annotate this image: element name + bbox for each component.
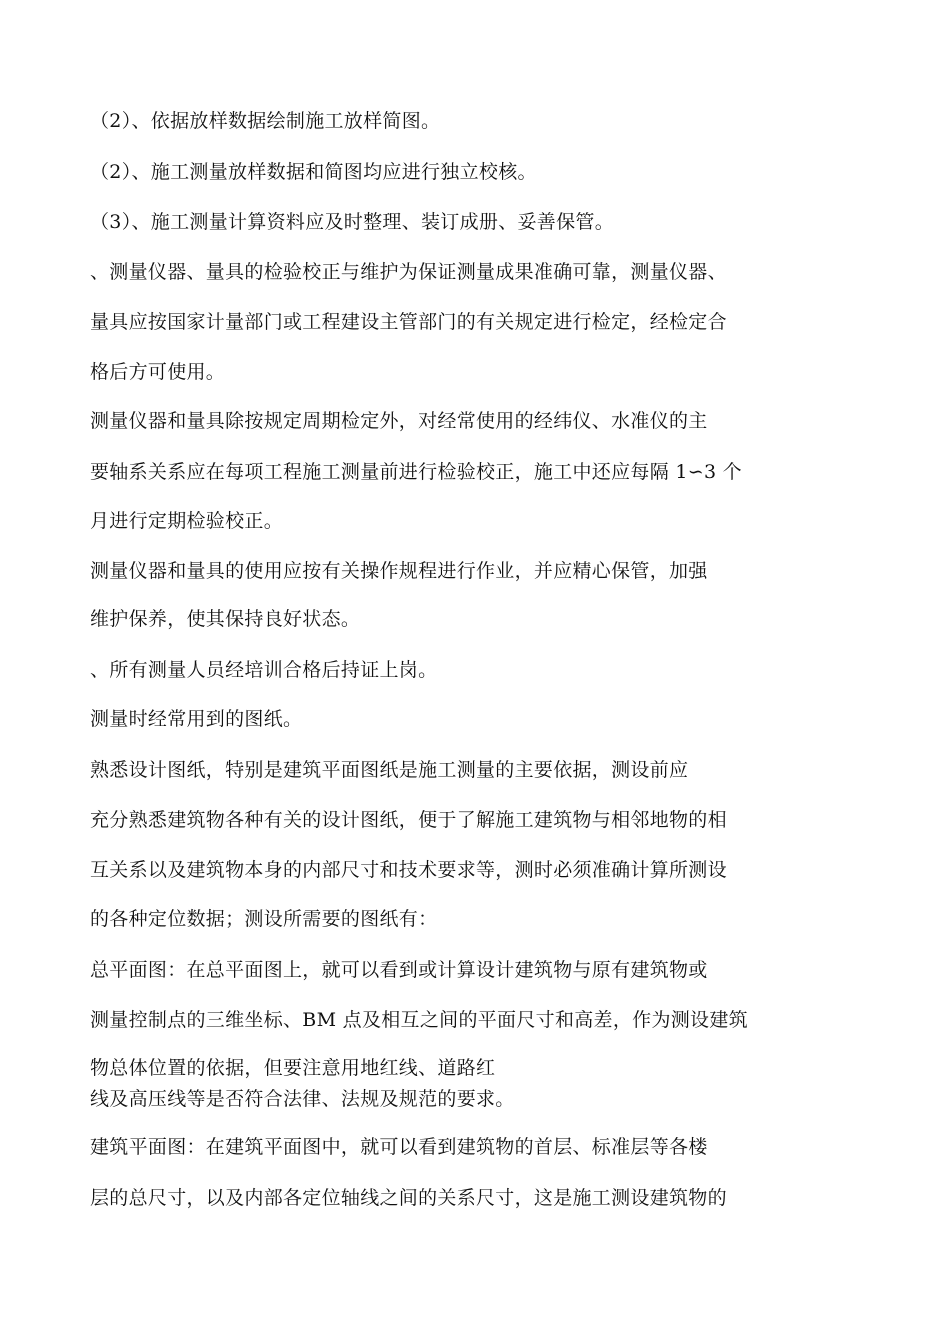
text-line-4: 、测量仪器、量具的检验校正与维护为保证测量成果准确可靠，测量仪器、: [90, 261, 727, 283]
text-line-23: 层的总尺寸，以及内部各定位轴线之间的关系尺寸，这是施工测设建筑物的: [90, 1187, 727, 1209]
text-line-3: （3）、施工测量计算资料应及时整理、装订成册、妥善保管。: [90, 211, 614, 233]
text-line-21: 线及高压线等是否符合法律、法规及规范的要求。: [90, 1088, 515, 1110]
text-line-11: 维护保养，使其保持良好状态。: [90, 608, 361, 630]
text-line-14: 熟悉设计图纸，特别是建筑平面图纸是施工测量的主要依据，测设前应: [90, 759, 689, 781]
text-line-15: 充分熟悉建筑物各种有关的设计图纸，便于了解施工建筑物与相邻地物的相: [90, 809, 727, 831]
text-line-9: 月进行定期检验校正。: [90, 510, 284, 532]
text-line-22: 建筑平面图：在建筑平面图中，就可以看到建筑物的首层、标准层等各楼: [90, 1136, 708, 1158]
text-line-10: 测量仪器和量具的使用应按有关操作规程进行作业，并应精心保管，加强: [90, 560, 708, 582]
text-line-19: 测量控制点的三维坐标、BM 点及相互之间的平面尺寸和高差，作为测设建筑: [90, 1009, 748, 1031]
text-line-20: 物总体位置的依据，但要注意用地红线、道路红: [90, 1057, 496, 1079]
text-line-8: 要轴系关系应在每项工程施工测量前进行检验校正，施工中还应每隔 1∽3 个: [90, 461, 742, 483]
text-line-7: 测量仪器和量具除按规定周期检定外，对经常使用的经纬仪、水准仪的主: [90, 410, 708, 432]
text-line-16: 互关系以及建筑物本身的内部尺寸和技术要求等，测时必须准确计算所测设: [90, 859, 727, 881]
text-line-5: 量具应按国家计量部门或工程建设主管部门的有关规定进行检定，经检定合: [90, 311, 727, 333]
text-line-6: 格后方可使用。: [90, 361, 226, 383]
text-line-1: （2）、依据放样数据绘制施工放样简图。: [90, 110, 441, 132]
text-line-17: 的各种定位数据；测设所需要的图纸有：: [90, 908, 438, 930]
text-line-2: （2）、施工测量放样数据和简图均应进行独立校核。: [90, 161, 537, 183]
text-line-13: 测量时经常用到的图纸。: [90, 708, 303, 730]
text-line-12: 、所有测量人员经培训合格后持证上岗。: [90, 659, 438, 681]
text-line-18: 总平面图：在总平面图上，就可以看到或计算设计建筑物与原有建筑物或: [90, 959, 708, 981]
